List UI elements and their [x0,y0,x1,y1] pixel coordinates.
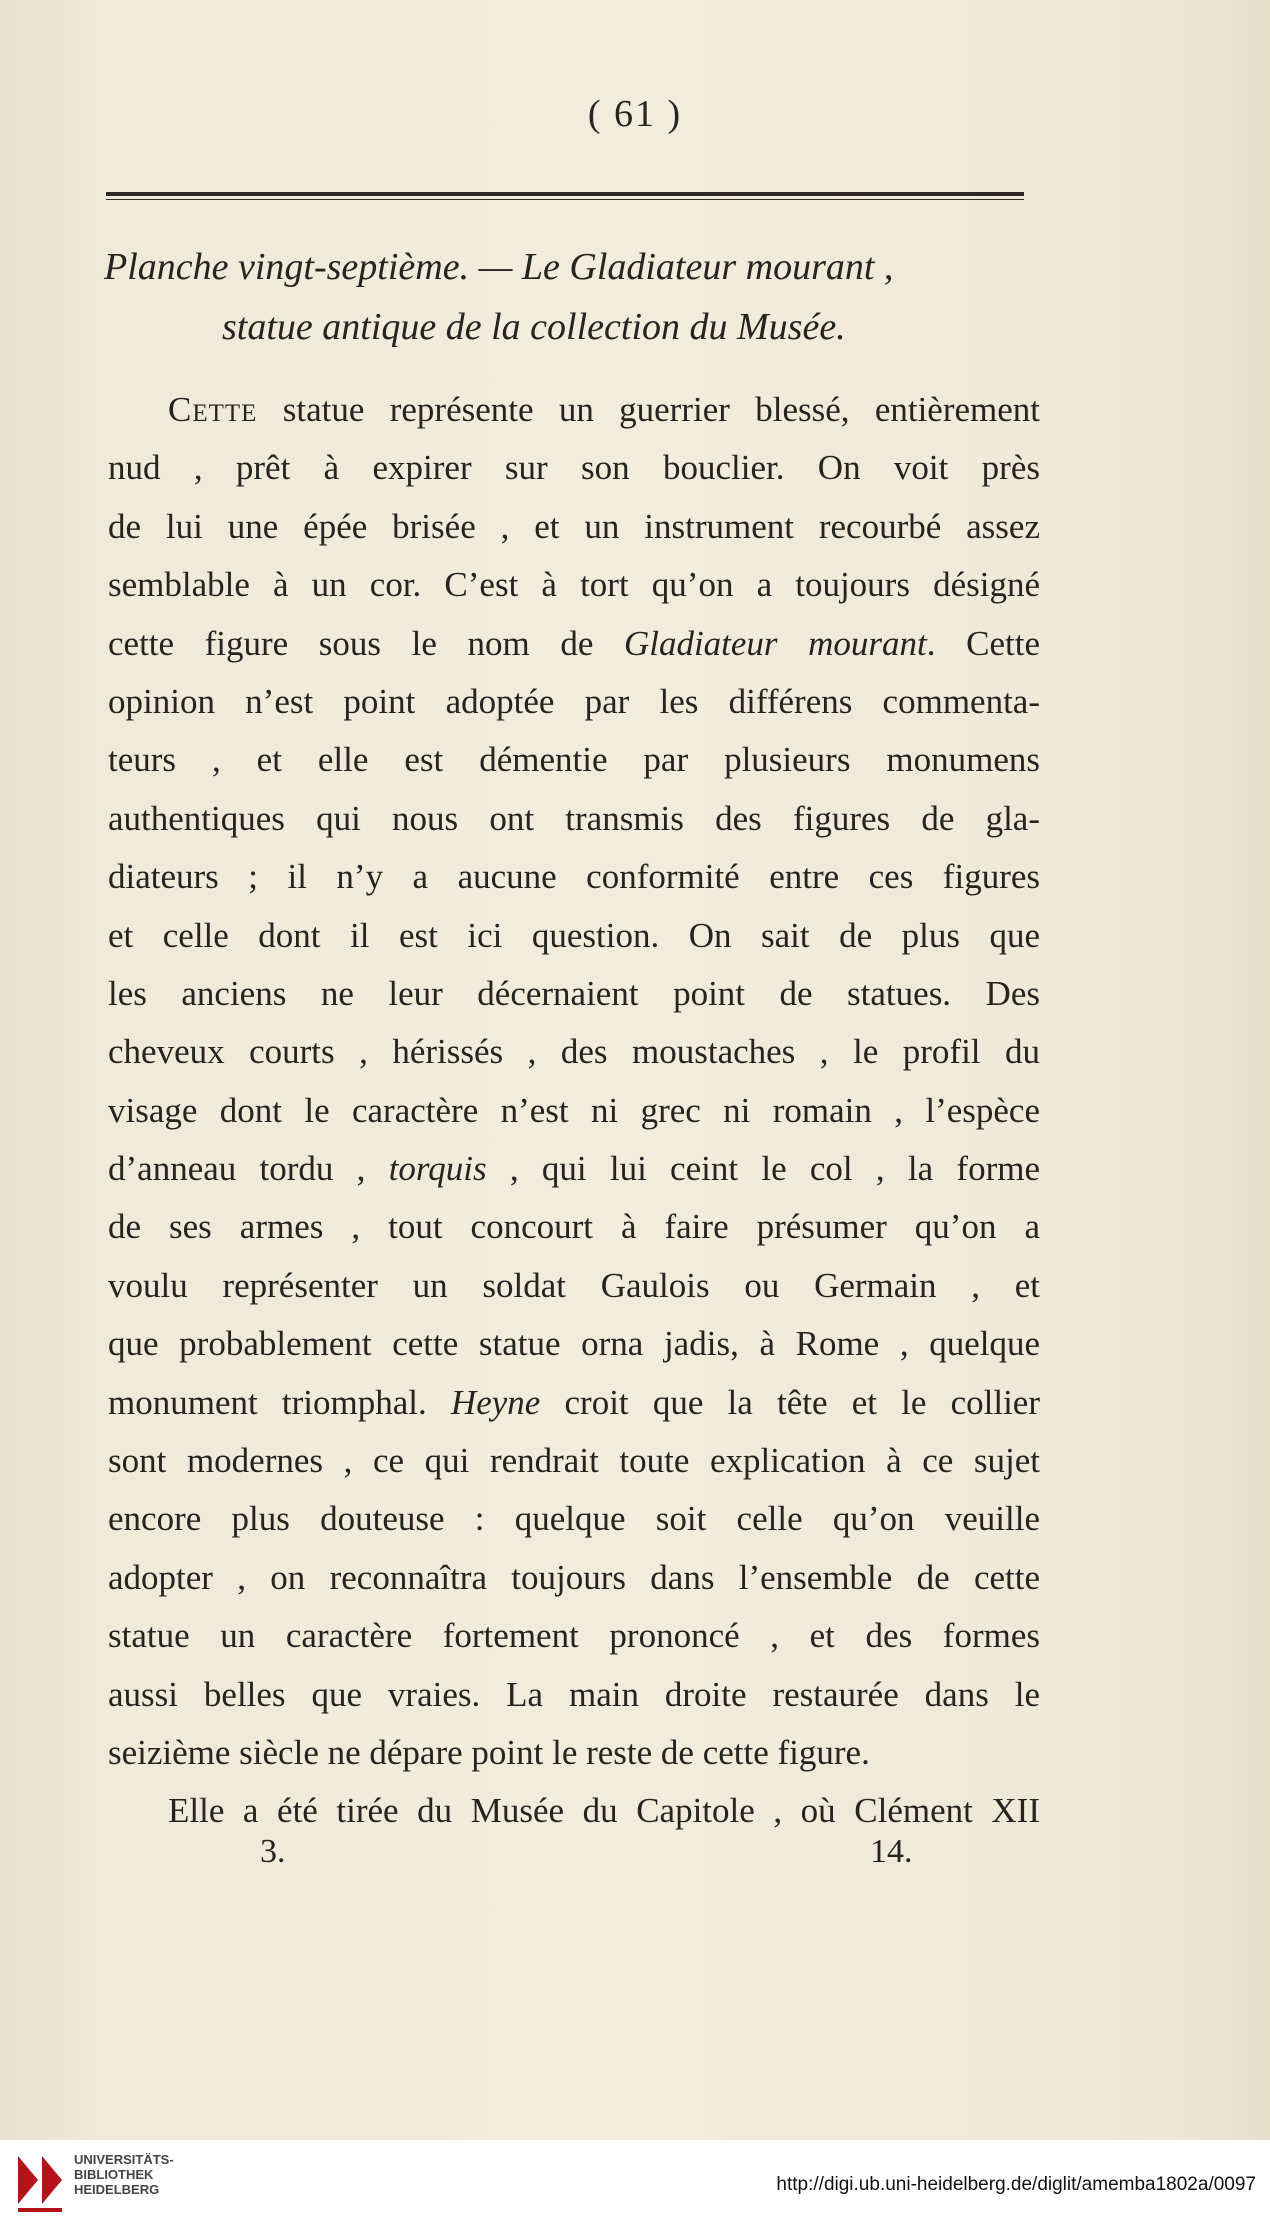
text-line: encore plus douteuse : quelque soit celle qu’on veuille [108,1499,1040,1539]
signature-marks [0,1833,1270,1883]
plate-heading-line-2: statue antique de la collection du Musée. [222,306,846,348]
text-line: visage dont le caractère n’est ni grec ni romain , l’espèce [108,1090,1040,1130]
text-line: statue un caractère fortement prononcé , et des formes [108,1616,1040,1656]
text-line: authentiques qui nous ont transmis des figures de gla- [108,798,1040,838]
text-line: de ses armes , tout concourt à faire présumer qu’on a [108,1207,1040,1247]
text-line: sont modernes , ce qui rendrait toute explication à ce sujet [108,1441,1040,1481]
text-line: semblable à un cor. C’est à tort qu’on a toujours désigné [108,565,1040,605]
text-line: Cette statue représente un guerrier blessé, entièrement [168,390,1040,429]
text-line: les anciens ne leur décernaient point de statues. Des [108,973,1040,1013]
text-line: aussi belles que vraies. La main droite restaurée dans le [108,1674,1040,1714]
signature-left: 3. [260,1833,286,1870]
text-line: teurs , et elle est démentie par plusieurs monumens [108,740,1040,780]
text-line: cette figure sous le nom de Gladiateur mourant. Cette [108,623,1040,663]
text-line: monument triomphal. Heyne croit que la tête et le collier [108,1382,1040,1422]
text-line: diateurs ; il n’y a aucune conformité entre ces figures [108,857,1040,897]
page-number: ( 61 ) [587,93,683,135]
text-line: de lui une épée brisée , et un instrument recourbé assez [108,506,1040,546]
library-name: UNIVERSITÄTS- BIBLIOTHEK HEIDELBERG [74,2152,174,2197]
text-line: voulu représenter un soldat Gaulois ou Germain , et [108,1265,1040,1305]
text-line: Elle a été tirée du Musée du Capitole , où Clément XII [168,1791,1040,1831]
signature-right: 14. [870,1833,913,1870]
text-line: opinion n’est point adoptée par les différens commenta- [108,681,1040,721]
source-url-link[interactable]: http://digi.ub.uni-heidelberg.de/diglit/amemba1802a/0097 [776,2174,1256,2195]
plate-label: Planche vingt-septième. — [104,246,522,288]
body-text [108,381,1040,1841]
text-line: et celle dont il est ici question. On sait de plus que [108,915,1040,955]
header-rule-thick [106,192,1024,196]
university-library-logo-icon [14,2150,66,2214]
header-rule-thin [106,199,1024,200]
drop-word: Cette [168,390,258,429]
statue-title: Le Gladiateur mourant , [521,246,894,288]
text-line: cheveux courts , hérissés , des moustaches , le profil du [108,1032,1040,1072]
plate-heading-line-1 [104,236,1044,298]
text-line: que probablement cette statue orna jadis, à Rome , quelque [108,1324,1040,1364]
text-line: nud , prêt à expirer sur son bouclier. On voit près [108,448,1040,488]
text-line: adopter , on reconnaîtra toujours dans l’ensemble de cette [108,1557,1040,1597]
text-line: d’anneau tordu , torquis , qui lui ceint le col , la forme [108,1149,1040,1189]
text-line: seizième siècle ne dépare point le reste de cette figure. [108,1732,870,1772]
